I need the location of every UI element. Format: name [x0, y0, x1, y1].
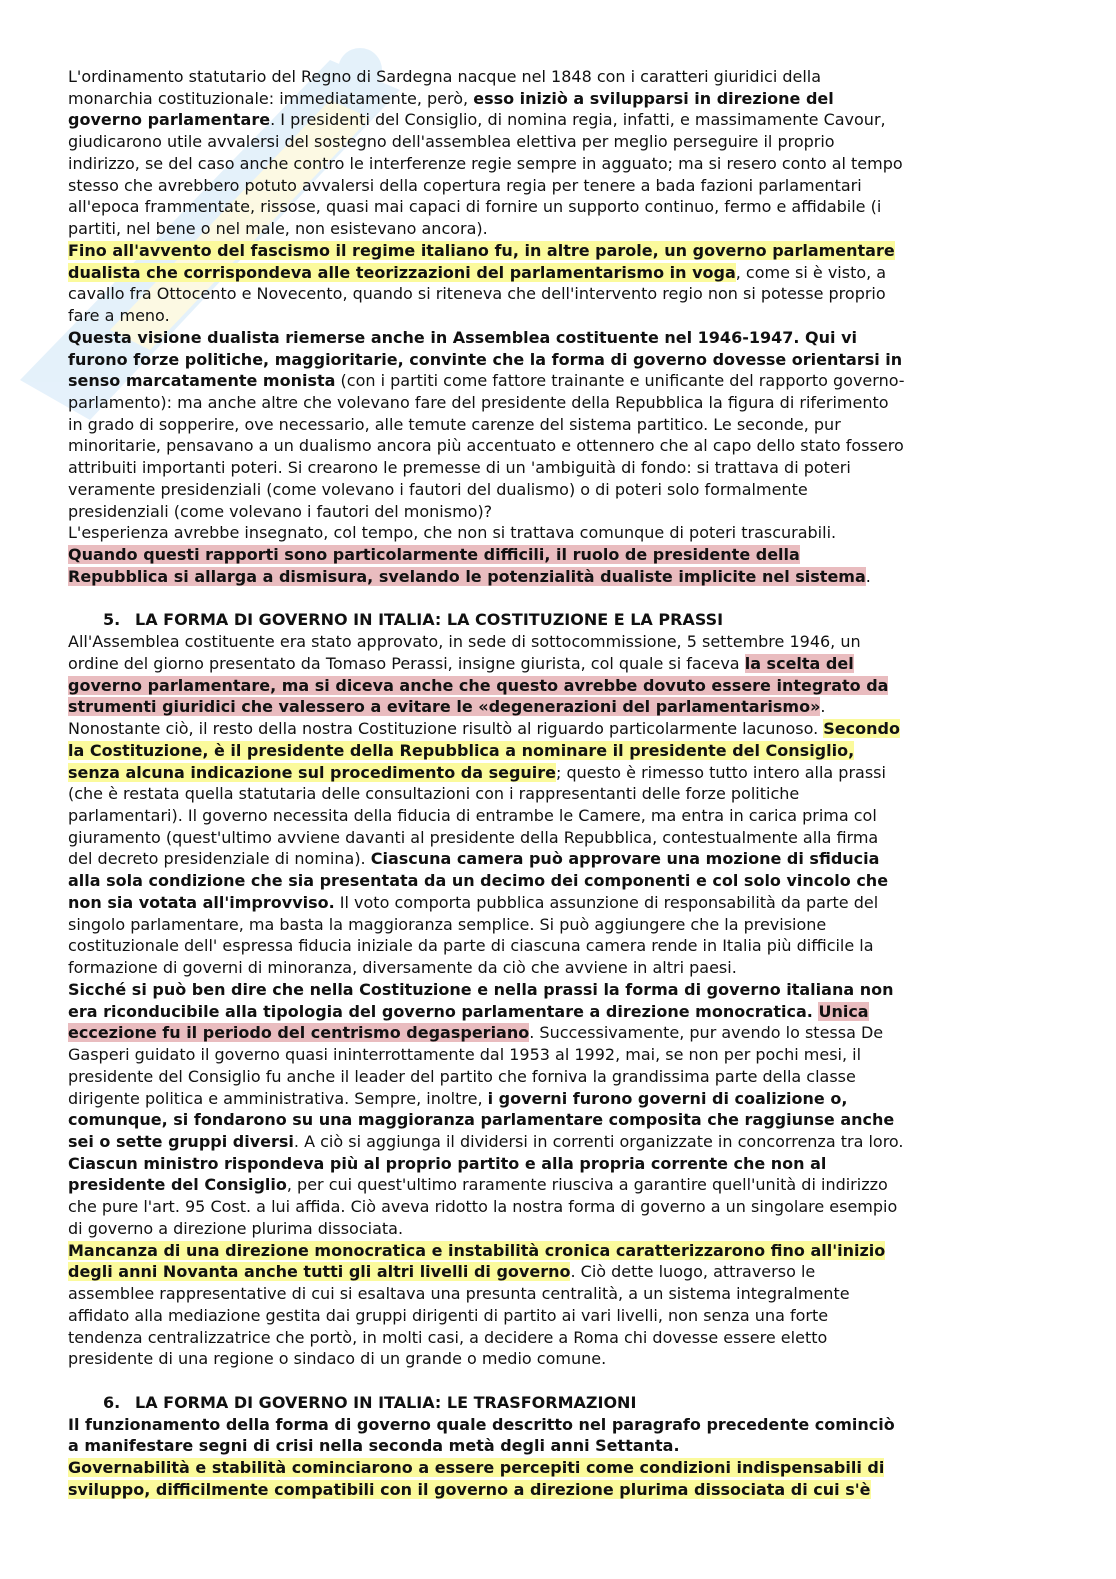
- text-run: . Successivamente, pur avendo lo stessa De: [529, 1023, 884, 1043]
- text-run: formazione di governi di minoranza, diversamente da ciò che avviene in altri paesi.: [68, 958, 737, 978]
- highlight-yellow-text: Secondo: [823, 719, 900, 739]
- text-line: [68, 262, 1068, 284]
- text-line: [68, 979, 1068, 1001]
- bold-text: comunque, si fondarono su una maggioranza parlamentare composita che raggiunse anche: [68, 1110, 895, 1130]
- text-line: [68, 1218, 1068, 1240]
- text-line: [68, 327, 1068, 349]
- text-run: (che è restata quella statutaria delle consultazioni con i rappresentanti delle forze politiche: [68, 784, 800, 804]
- bold-text: i governi furono governi di coalizione o,: [487, 1088, 848, 1108]
- text-run: presidenziali (come volevano i fautori del monismo)?: [68, 501, 493, 521]
- text-run: ; questo è rimesso tutto intero alla prassi: [556, 762, 886, 782]
- text-run: minoritarie, pensavano a un dualismo ancora più accentuato e ottennero che al capo dello stato fossero: [68, 436, 904, 456]
- bold-text: presidente del Consiglio: [68, 1175, 287, 1195]
- text-line: [68, 218, 1068, 240]
- text-line: [68, 566, 1068, 588]
- highlight-yellow-text: Governabilità e stabilità cominciarono a essere percepiti come condizioni indispensabili di: [68, 1458, 885, 1477]
- text-run: costituzionale dell' espressa fiducia iniziale da parte di ciascuna camera rende in Italia più difficile la: [68, 936, 874, 956]
- bold-text: furono forze politiche, maggioritarie, convinte che la forma di governo dovesse orientarsi in: [68, 349, 903, 369]
- highlight-pink-text: la scelta del: [744, 653, 854, 673]
- blank-line: [68, 1370, 1068, 1392]
- text-line: [68, 1174, 1068, 1196]
- bold-text: governo parlamentare: [68, 110, 271, 130]
- text-line: [68, 522, 1068, 544]
- text-run: parlamentari). Il governo necessita della fiducia di entrambe le Camere, ma entra in carica prima col: [68, 805, 877, 825]
- text-run: partiti, nel bene o nel male, non esistevano ancora).: [68, 219, 488, 239]
- text-run: Gasperi guidato il governo quasi ininterrottamente dal 1953 al 1992, mai, se non per pochi mesi, il: [68, 1045, 862, 1065]
- text-line: [68, 501, 1068, 523]
- text-line: [68, 305, 1068, 327]
- text-line: [68, 479, 1068, 501]
- document-body: [68, 66, 1068, 1500]
- text-line: [68, 175, 1068, 197]
- text-run: cavallo fra Ottocento e Novecento, quando si riteneva che dell'intervento regio non si potesse proprio: [68, 284, 886, 304]
- text-line: [68, 349, 1068, 371]
- text-line: [68, 240, 1068, 262]
- text-line: [68, 1001, 1068, 1023]
- text-line: [68, 1066, 1068, 1088]
- section-number: 6.: [103, 1392, 121, 1412]
- highlight-pink-text: Repubblica si allarga a dismisura, svelando le potenzialità dualiste implicite nel sistema: [68, 566, 866, 586]
- text-line: [68, 283, 1068, 305]
- text-line: [68, 414, 1068, 436]
- text-run: del decreto presidenziale di nomina).: [68, 849, 371, 869]
- text-run: .: [865, 566, 871, 586]
- text-line: [68, 66, 1068, 88]
- text-line: [68, 1261, 1068, 1283]
- text-run: Il voto comporta pubblica assunzione di responsabilità da parte del: [334, 892, 879, 912]
- text-run: Nonostante ciò, il resto della nostra Costituzione risultò al riguardo particolarmente lacunoso.: [68, 719, 824, 739]
- text-run: in grado di sopperire, ove necessario, alle temute carenze del sistema partitico. Le seconde, pur: [68, 414, 841, 434]
- highlight-yellow-text: Mancanza di una direzione monocratica e instabilità cronica caratterizzarono fino all'inizio: [68, 1240, 886, 1260]
- highlight-pink-text: governo parlamentare, ma si diceva anche che questo avrebbe dovuto essere integrato da: [68, 675, 889, 695]
- text-run: , per cui quest'ultimo raramente riusciva a garantire quell'unità di indirizzo: [286, 1175, 888, 1195]
- section-heading: [68, 609, 1068, 631]
- text-run: . I presidenti del Consiglio, di nomina regia, infatti, e massimamente Cavour,: [270, 110, 886, 130]
- text-run: singolo parlamentare, ma basta la maggioranza semplice. Si può aggiungere che la previsione: [68, 914, 827, 934]
- text-run: . A ciò si aggiunga il dividersi in correnti organizzate in concorrenza tra loro.: [293, 1131, 904, 1151]
- text-line: [68, 805, 1068, 827]
- text-run: giudicarono utile avvalersi del sostegno dell'assemblea elettiva per meglio perseguire il proprio: [68, 132, 835, 152]
- text-line: [68, 957, 1068, 979]
- text-line: [68, 631, 1068, 653]
- text-line: [68, 457, 1068, 479]
- text-run: stesso che avrebbero potuto avvalersi della copertura regia per tenere a bada fazioni parlamentari: [68, 175, 862, 195]
- text-line: [68, 392, 1068, 414]
- text-run: veramente presidenziali (come volevano i fautori del dualismo) o di poteri solo formalmente: [68, 479, 808, 499]
- text-line: [68, 1457, 1068, 1479]
- text-line: [68, 435, 1068, 457]
- text-line: [68, 914, 1068, 936]
- text-line: [68, 1109, 1068, 1131]
- text-run: monarchia costituzionale: immediatamente, però,: [68, 88, 474, 108]
- text-line: [68, 88, 1068, 110]
- text-line: [68, 935, 1068, 957]
- text-line: [68, 848, 1068, 870]
- text-line: [68, 1240, 1068, 1262]
- bold-text: Questa visione dualista riemerse anche in Assemblea costituente nel 1946-1947. Qui vi: [68, 327, 857, 347]
- text-run: dirigente politica e amministrativa. Sempre, inoltre,: [68, 1088, 488, 1108]
- text-line: [68, 1196, 1068, 1218]
- text-line: [68, 196, 1068, 218]
- text-line: [68, 892, 1068, 914]
- text-run: assemblee rappresentative di cui si esaltava una presunta centralità, a un sistema integralmente: [68, 1284, 850, 1304]
- text-line: [68, 696, 1068, 718]
- text-line: [68, 131, 1068, 153]
- text-line: [68, 153, 1068, 175]
- text-line: [68, 1327, 1068, 1349]
- bold-text: senso marcatamente monista: [68, 371, 336, 391]
- text-run: ordine del giorno presentato da Tomaso Perassi, insigne giurista, col quale si faceva: [68, 653, 745, 673]
- text-line: [68, 740, 1068, 762]
- text-run: L'esperienza avrebbe insegnato, col tempo, che non si trattava comunque di poteri trascurabili.: [68, 523, 837, 543]
- text-line: [68, 1131, 1068, 1153]
- text-line: [68, 109, 1068, 131]
- text-run: fare a meno.: [68, 306, 170, 326]
- highlight-yellow-text: la Costituzione, è il presidente della Repubblica a nominare il presidente del Consiglio,: [68, 740, 855, 760]
- text-run: L'ordinamento statutario del Regno di Sardegna nacque nel 1848 con i caratteri giuridici della: [68, 67, 822, 86]
- text-run: . Ciò dette luogo, attraverso le: [570, 1262, 816, 1282]
- text-line: [68, 1153, 1068, 1175]
- text-run: che pure l'art. 95 Cost. a lui affida. Ciò aveva ridotto la nostra forma di governo a un singolare esempio: [68, 1197, 898, 1217]
- text-run: di governo a direzione plurima dissociata.: [68, 1218, 404, 1238]
- bold-text: esso iniziò a svilupparsi in direzione del: [473, 88, 834, 108]
- text-line: [68, 762, 1068, 784]
- text-line: [68, 827, 1068, 849]
- text-run: presidente di una regione o sindaco di un grande o medio comune.: [68, 1349, 607, 1369]
- text-run: parlamento): ma anche altre che volevano fare del presidente della Repubblica la figura di riferimento: [68, 393, 889, 413]
- text-line: [68, 1435, 1068, 1457]
- text-line: [68, 544, 1068, 566]
- bold-text: era riconducibile alla tipologia del governo parlamentare a direzione monocratica.: [68, 1001, 819, 1021]
- text-run: all'epoca frammentate, rissose, quasi mai capaci di fornire un supporto continuo, fermo e affidabile (i: [68, 197, 882, 217]
- text-line: [68, 653, 1068, 675]
- bold-text: Ciascun ministro rispondeva più al proprio partito e alla propria corrente che non al: [68, 1153, 827, 1173]
- text-line: [68, 675, 1068, 697]
- section-heading: [68, 1392, 1068, 1414]
- bold-text: Ciascuna camera può approvare una mozione di sfiducia: [370, 849, 880, 869]
- bold-text: Il funzionamento della forma di governo quale descritto nel paragrafo precedente cominciò: [68, 1414, 895, 1434]
- text-run: , come si è visto, a: [735, 262, 887, 282]
- text-run: tendenza centralizzatrice che portò, in molti casi, a decidere a Roma chi dovesse essere eletto: [68, 1327, 828, 1347]
- text-line: [68, 1088, 1068, 1110]
- highlight-yellow-text: Fino all'avvento del fascismo il regime italiano fu, in altre parole, un governo parlamentare: [68, 240, 895, 260]
- highlight-pink-text: strumenti giuridici che valessero a evitare le «degenerazioni del parlamentarismo»: [68, 697, 821, 717]
- bold-text: Sicché si può ben dire che nella Costituzione e nella prassi la forma di governo italiana non: [68, 979, 894, 999]
- highlight-yellow-text: sviluppo, difficilmente compatibili con il governo a direzione plurima dissociata di cui s'è: [68, 1479, 871, 1499]
- text-line: [68, 1414, 1068, 1436]
- text-line: [68, 870, 1068, 892]
- text-line: [68, 718, 1068, 740]
- text-line: [68, 1479, 1068, 1501]
- text-run: giuramento (quest'ultimo avviene davanti al presidente della Repubblica, contestualmente alla firma: [68, 827, 879, 847]
- bold-text: alla sola condizione che sia presentata da un decimo dei componenti e col solo vincolo che: [68, 871, 889, 891]
- section-title: LA FORMA DI GOVERNO IN ITALIA: LE TRASFORMAZIONI: [135, 1392, 637, 1412]
- text-line: [68, 783, 1068, 805]
- text-run: indirizzo, se del caso anche contro le interferenze regie sempre in agguato; ma si resero conto al tempo: [68, 153, 903, 173]
- highlight-yellow-text: dualista che corrispondeva alle teorizzazioni del parlamentarismo in voga: [68, 262, 736, 282]
- bold-text: non sia votata all'improvviso.: [68, 892, 335, 912]
- text-line: [68, 370, 1068, 392]
- blank-line: [68, 588, 1068, 610]
- text-line: [68, 1305, 1068, 1327]
- text-run: presidente del Consiglio fu anche il leader del partito che forniva la grandissima parte della classe: [68, 1066, 856, 1086]
- text-run: .: [820, 697, 826, 717]
- text-line: [68, 1348, 1068, 1370]
- text-run: attribuiti importanti poteri. Si crearono le premesse di un 'ambiguità di fondo: si trattava di poteri: [68, 458, 851, 478]
- highlight-yellow-text: degli anni Novanta anche tutti gli altri livelli di governo: [68, 1262, 571, 1282]
- highlight-pink-text: Unica: [818, 1001, 869, 1021]
- bold-text: sei o sette gruppi diversi: [68, 1131, 294, 1151]
- text-line: [68, 1022, 1068, 1044]
- text-line: [68, 1283, 1068, 1305]
- highlight-yellow-text: senza alcuna indicazione sul procedimento da seguire: [68, 762, 557, 782]
- section-title: LA FORMA DI GOVERNO IN ITALIA: LA COSTITUZIONE E LA PRASSI: [135, 610, 724, 630]
- text-run: All'Assemblea costituente era stato approvato, in sede di sottocommissione, 5 settembre 1946, un: [68, 632, 861, 652]
- bold-text: a manifestare segni di crisi nella seconda metà degli anni Settanta.: [68, 1436, 680, 1456]
- text-run: (con i partiti come fattore trainante e unificante del rapporto governo-: [335, 371, 905, 391]
- text-run: affidato alla mediazione gestita dai gruppi dirigenti di partito ai vari livelli, non senza una forte: [68, 1305, 829, 1325]
- highlight-pink-text: Quando questi rapporti sono particolarmente difficili, il ruolo de presidente della: [68, 545, 800, 565]
- section-number: 5.: [103, 610, 121, 630]
- text-line: [68, 1044, 1068, 1066]
- highlight-pink-text: eccezione fu il periodo del centrismo degasperiano: [68, 1023, 530, 1043]
